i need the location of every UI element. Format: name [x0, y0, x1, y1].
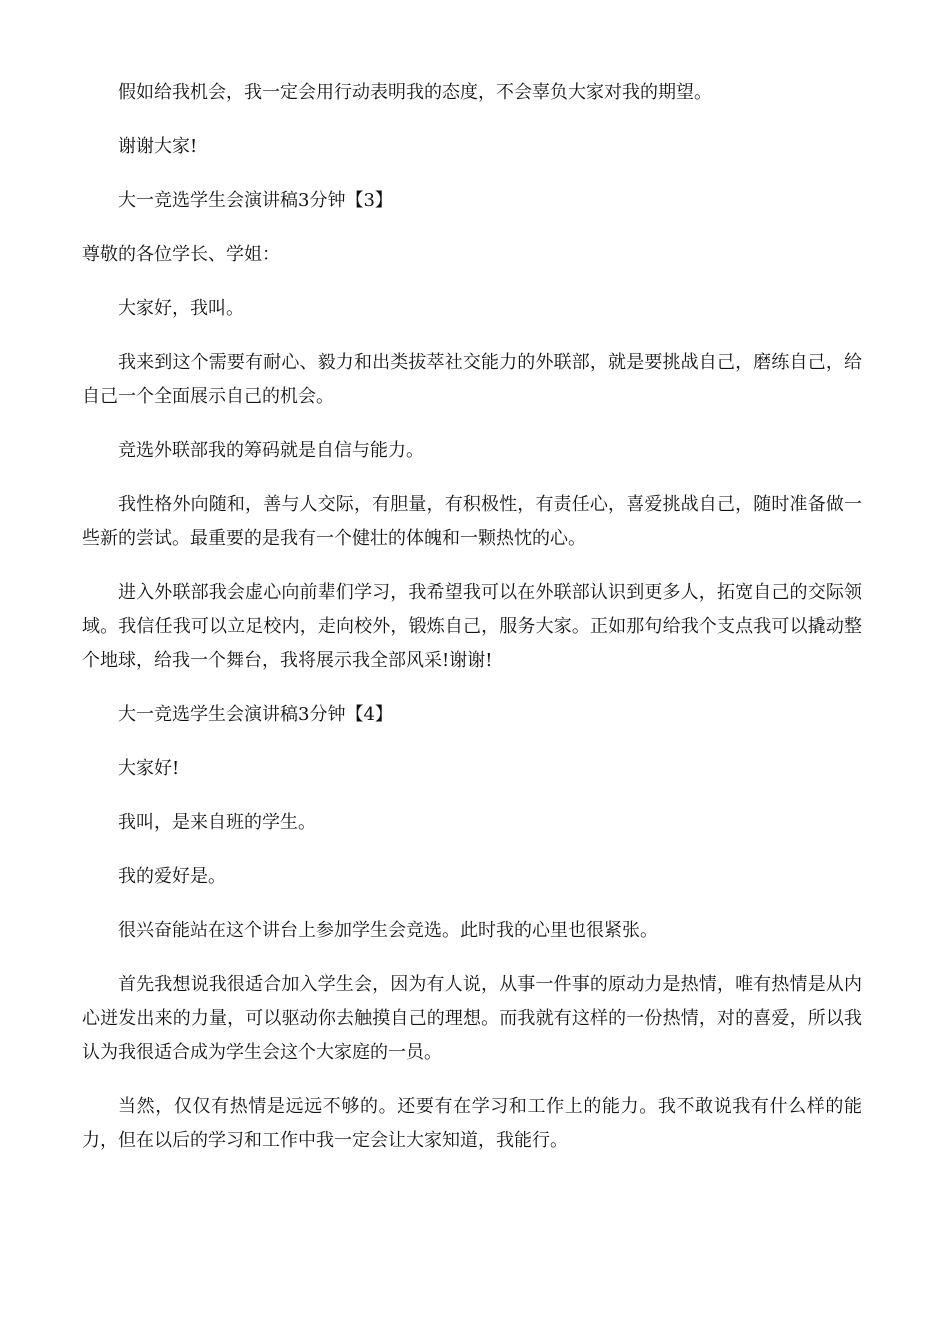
section-heading-3: 大一竞选学生会演讲稿3分钟【3】 [118, 190, 393, 211]
paragraph-thanks: 谢谢大家! [118, 136, 198, 157]
paragraph-personality: 我性格外向随和，善与人交际，有胆量，有积极性，有责任心，喜爱挑战自己，随时准备做一些新的尝试。最重要的是我有一个健壮的体魄和一颗热忱的心。 [82, 494, 862, 549]
paragraph-passion: 首先我想说我很适合加入学生会，因为有人说，从事一件事的原动力是热情，唯有热情是从内心迸发出来的力量，可以驱动你去触摸自己的理想。而我就有这样的一份热情，对的喜爱，所以我认为我很适合成为学生会这个大家庭的一员。 [82, 974, 862, 1063]
paragraph-introduction: 我叫，是来自班的学生。 [118, 812, 316, 833]
paragraph-commitment: 假如给我机会，我一定会用行动表明我的态度，不会辜负大家对我的期望。 [118, 82, 712, 103]
paragraph-hello: 大家好! [118, 758, 180, 779]
paragraph-excitement: 很兴奋能站在这个讲台上参加学生会竞选。此时我的心里也很紧张。 [118, 920, 658, 941]
paragraph-motivation: 我来到这个需要有耐心、毅力和出类拔萃社交能力的外联部，就是要挑战自己，磨练自己，给自己一个全面展示自己的机会。 [82, 352, 862, 407]
document-page [82, 76, 862, 1178]
section-heading-4: 大一竞选学生会演讲稿3分钟【4】 [118, 704, 393, 725]
paragraph-hobby: 我的爱好是。 [118, 866, 226, 887]
salutation: 尊敬的各位学长、学姐： [82, 244, 280, 265]
paragraph-plans: 进入外联部我会虚心向前辈们学习，我希望我可以在外联部认识到更多人，拓宽自己的交际领域。我信任我可以立足校内，走向校外，锻炼自己，服务大家。正如那句给我个支点我可以撬动整个地球，给我一个舞台，我将展示我全部风采!谢谢! [82, 582, 862, 671]
paragraph-confidence: 竞选外联部我的筹码就是自信与能力。 [118, 440, 424, 461]
paragraph-greeting: 大家好，我叫。 [118, 298, 244, 319]
paragraph-ability: 当然，仅仅有热情是远远不够的。还要有在学习和工作上的能力。我不敢说我有什么样的能力，但在以后的学习和工作中我一定会让大家知道，我能行。 [82, 1096, 862, 1151]
